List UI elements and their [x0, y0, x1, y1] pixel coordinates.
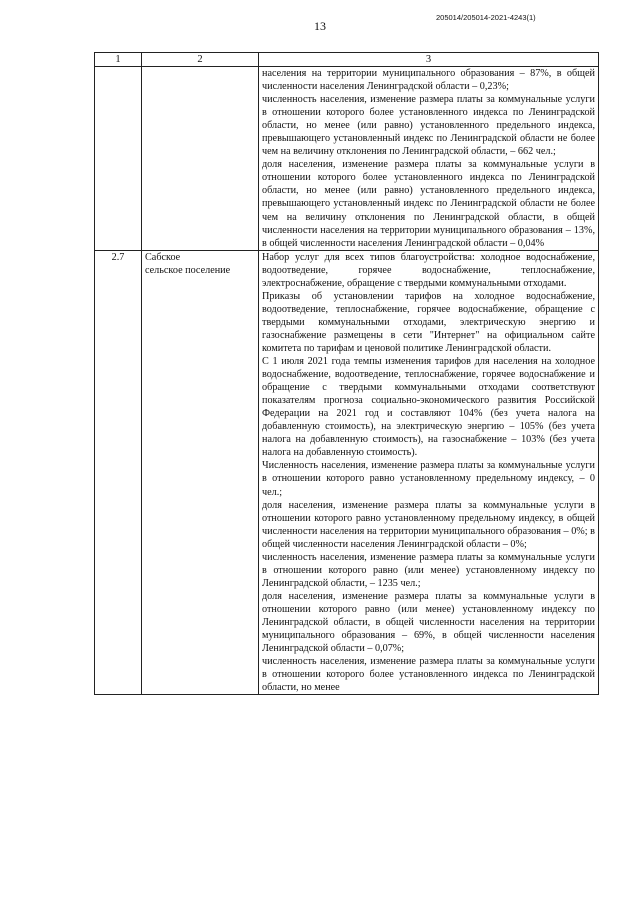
paragraph: численность населения, изменение размера платы за коммунальные услуги в отношении которого равно (или менее) установленному индексу по Ленинградской области, – 1235 чел.; [262, 551, 595, 589]
paragraph: доля населения, изменение размера платы за коммунальные услуги в отношении которого равно (или менее) установленному индексу по Ленинградской области, в общей численности населения на территории муниципального образования – 69%, в общей численности населения Ленинградской области – 0,07%; [262, 590, 595, 655]
column-header-3: 3 [259, 53, 599, 67]
table-row-continuation [95, 67, 599, 251]
description-cell [259, 67, 599, 251]
paragraph: Численность населения, изменение размера платы за коммунальные услуги в отношении которого равно установленному предельному индексу, – 0 чел.; [262, 460, 595, 498]
settlement-cell [142, 67, 259, 251]
paragraph: Приказы об установлении тарифов на холодное водоснабжение, водоотведение, теплоснабжение, горячее водоснабжение, обращение с твердыми коммунальными отходами, электрическую энергию и газоснабжение размещены в сети "Интернет" на официальном сайте комитета по тарифам и ценовой политике Ленинградской области. [262, 290, 595, 354]
paragraph: Набор услуг для всех типов благоустройства: холодное водоснабжение, водоотведение, горячее водоснабжение, теплоснабжение, электроснабжение, обращение с твердыми коммунальными отходами. [262, 251, 595, 289]
row-number-cell: 2.7 [95, 250, 142, 695]
paragraph: населения на территории муниципального образования – 87%, в общей численности населения Ленинградской области – 0,23%; [262, 68, 595, 93]
settlement-type: сельское поселение [145, 264, 231, 276]
paragraph: доля населения, изменение размера платы за коммунальные услуги в отношении которого равно установленному предельному индексу, в общей численности населения на территории муниципального образования – 0%; в общей численности населения Ленинградской области – 0%; [262, 499, 595, 550]
paragraph: С 1 июля 2021 года темпы изменения тарифов для населения на холодное водоснабжение, водоотведение, теплоснабжение, горячее водоснабжение и обращение с твердыми коммунальными отходами соответствуют показателям прогноза социально-экономического развития Российской Федерации на 2021 год и составляют 104% (без учета налога на добавленную стоимость), на электрическую энергию – 105% (без учета налога на добавленную стоимость), на газоснабжение – 103% (без учета налога на добавленную стоимость). [262, 356, 595, 459]
paragraph: численность населения, изменение размера платы за коммунальные услуги в отношении которого более установленного индекса по Ленинградской области, но менее (или равно) установленного предельного индекса, превышающего установленный индекс по Ленинградской области не более чем на величину отклонения по Ленинградской области, – 662 чел.; [262, 94, 595, 158]
table-header-row [95, 53, 599, 67]
paragraph: численность населения, изменение размера платы за коммунальные услуги в отношении которого более установленного индекса по Ленинградской области, но менее [262, 656, 595, 694]
settlement-name: Сабское [145, 251, 181, 263]
settlement-cell [142, 250, 259, 695]
description-cell [259, 250, 599, 695]
table-row-2-7 [95, 250, 599, 695]
paragraph: доля населения, изменение размера платы за коммунальные услуги в отношении которого более установленного индекса по Ленинградской области, но менее (или равно) установленного предельного индекса, превышающего установленный индекс по Ленинградской области не более чем на величину отклонения по Ленинградской области, в общей численности населения на территории муниципального образования – 13%, в общей численности населения Ленинградской области – 0,04% [262, 159, 595, 249]
column-header-2: 2 [142, 53, 259, 67]
page-number: 13 [314, 19, 326, 33]
row-number-cell [95, 67, 142, 251]
data-table [94, 52, 599, 695]
document-code: 205014/205014-2021-4243(1) [436, 13, 536, 22]
column-header-1: 1 [95, 53, 142, 67]
